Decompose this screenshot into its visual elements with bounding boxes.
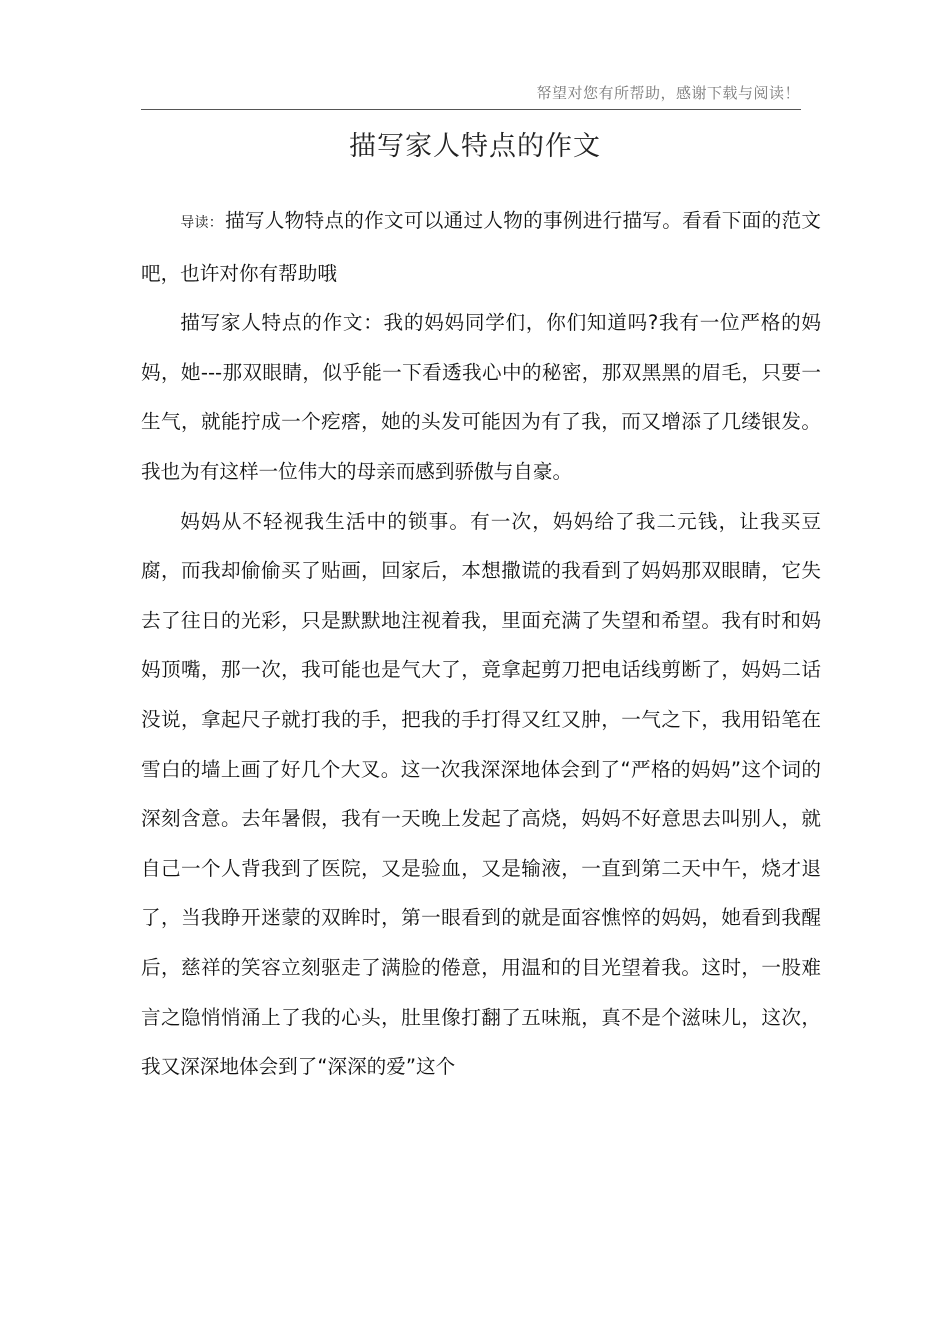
header-note: 帑望对您有所帮助，感谢下载与阅读！ [536,84,800,102]
intro-paragraph [141,196,821,298]
essay-body [141,196,821,1092]
page-title: 描写家人特点的作文 [349,131,601,162]
header-divider [141,109,801,110]
essay-paragraph-2: 妈妈从不轻视我生活中的锁事。有一次，妈妈给了我二元钱，让我买豆腐，而我却偷偷买了贴画，回家后，本想撒谎的我看到了妈妈那双眼睛，它失去了往日的光彩，只是默默地注视着我，里面充满了失望和希望。我有时和妈妈顶嘴，那一次，我可能也是气大了，竟拿起剪刀把电话线剪断了，妈妈二话没说，拿起尺子就打我的手，把我的手打得又红又肿，一气之下，我用铅笔在雪白的墙上画了好几个大叉。这一次我深深地体会到了“严格的妈妈”这个词的深刻含意。去年暑假，我有一天晚上发起了高烧，妈妈不好意思去叫别人，就自己一个人背我到了医院，又是验血，又是输液，一直到第二天中午，烧才退了，当我睁开迷蒙的双眸时，第一眼看到的就是面容憔悴的妈妈，她看到我醒后，慈祥的笑容立刻驱走了满脸的倦意，用温和的目光望着我。这时，一股难言之隐悄悄涌上了我的心头，肚里像打翻了五味瓶，真不是个滋味儿，这次，我又深深地体会到了“深深的爱”这个 [141,509,821,1079]
essay-paragraph-1: 描写家人特点的作文：我的妈妈同学们，你们知道吗?我有一位严格的妈妈，她---那双眼睛，似乎能一下看透我心中的秘密，那双黑黑的眉毛，只要一生气，就能拧成一个疙瘩，她的头发可能因为有了我，而又增添了几缕银发。我也为有这样一位伟大的母亲而感到骄傲与自豪。 [141,311,821,483]
intro-label: 导读： [180,215,224,231]
intro-text: 描写人物特点的作文可以通过人物的事例进行描写。看看下面的范文吧，也许对你有帮助哦 [141,209,821,285]
